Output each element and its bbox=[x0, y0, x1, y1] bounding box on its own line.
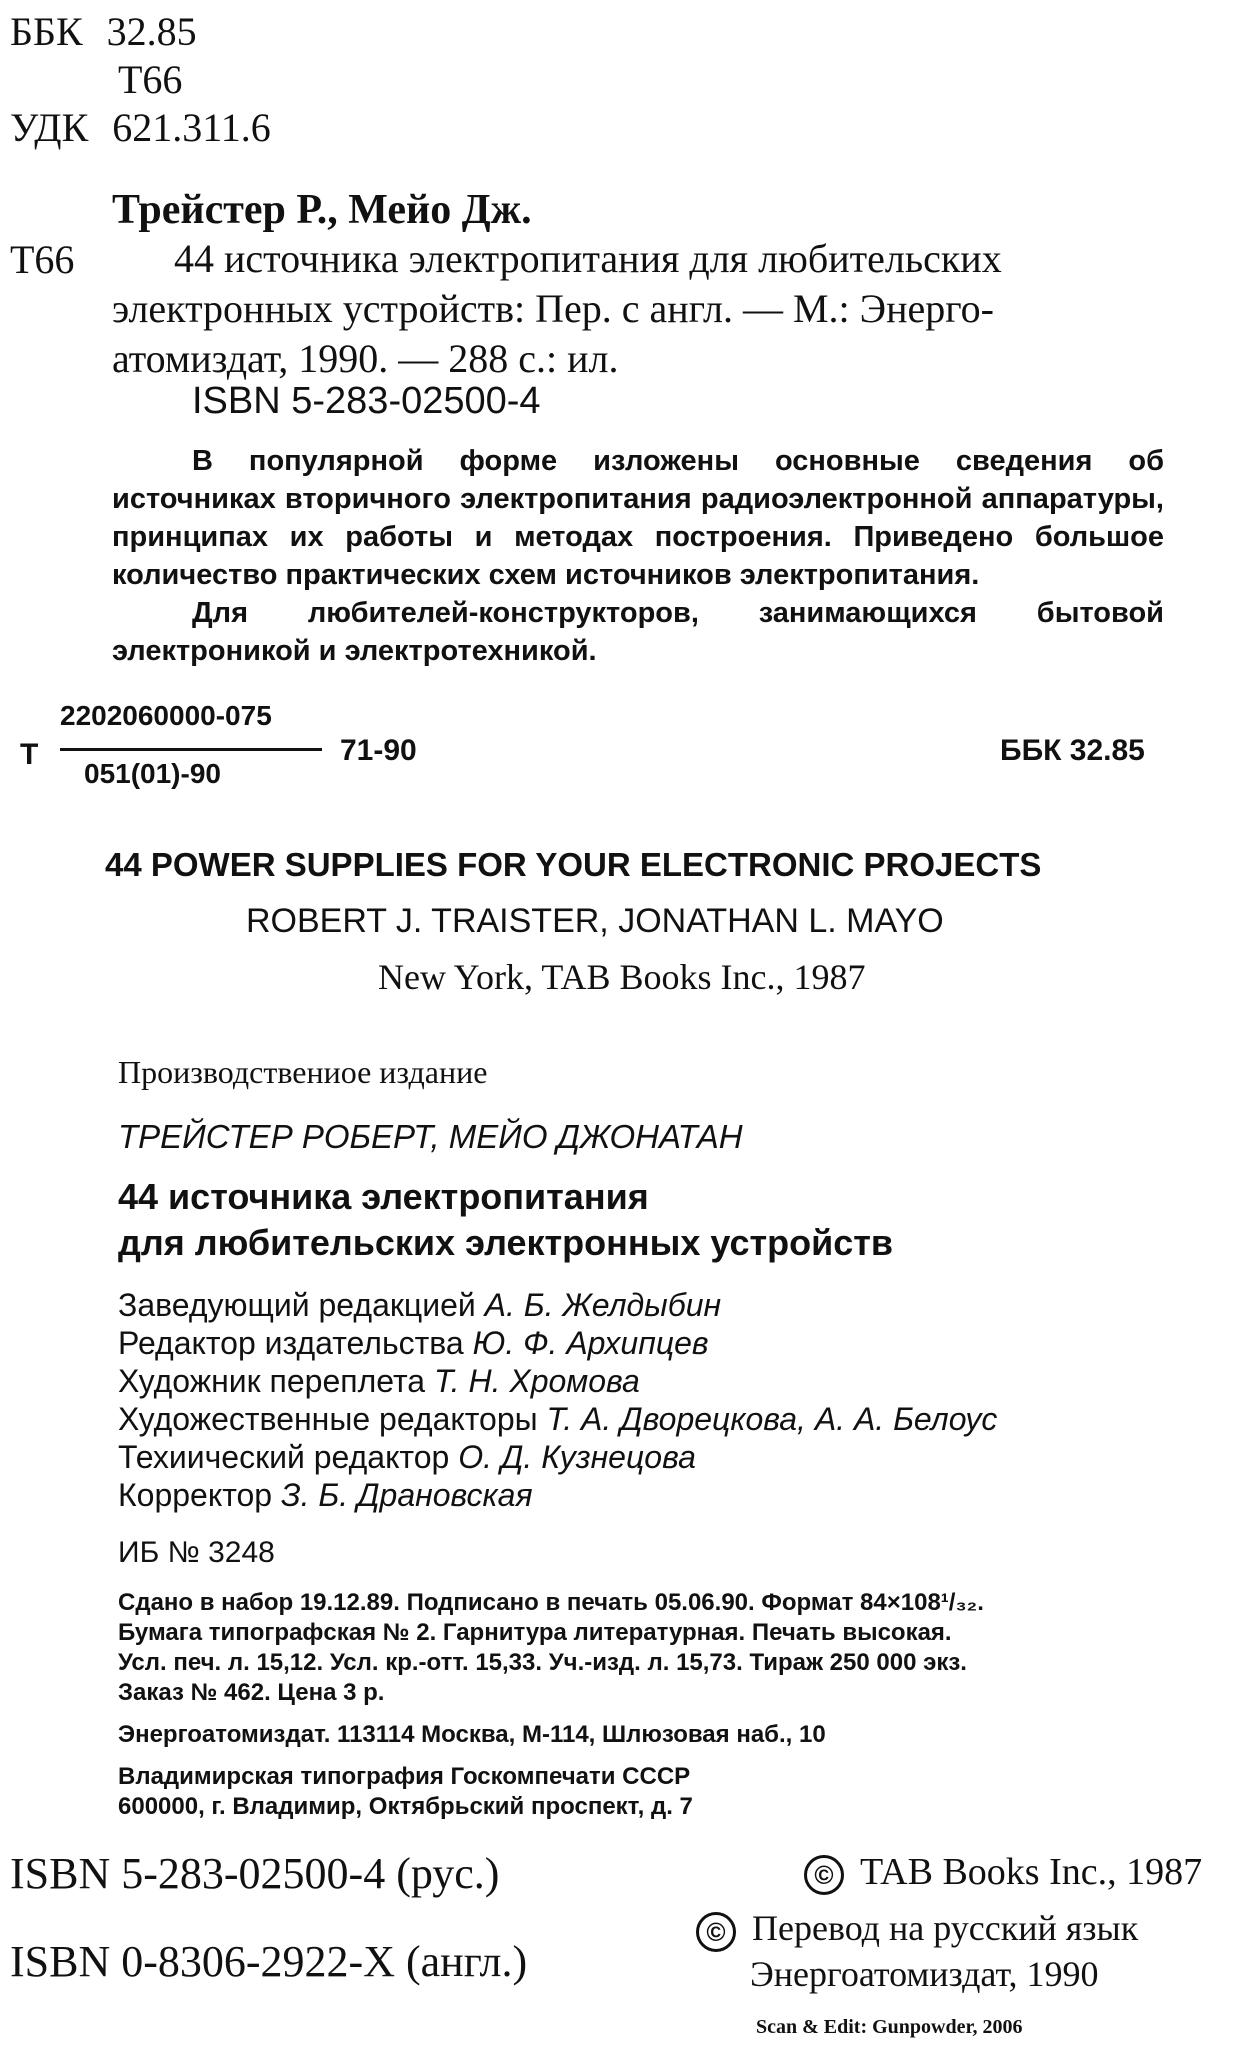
original-authors: ROBERT J. TRAISTER, JONATHAN L. MAYO bbox=[246, 902, 944, 940]
credit-line bbox=[118, 1324, 997, 1362]
annotation-paragraph: Для любителей-конструкторов, занимающихся бытовой электроникой и электротехникой. bbox=[112, 597, 1164, 667]
translation-line-2: Энергоатомиздат, 1990 bbox=[750, 1953, 1099, 1994]
edition-type: Производствениое издание bbox=[118, 1054, 488, 1090]
imprint-title-line: для любительских электронных устройств bbox=[118, 1222, 894, 1263]
credits bbox=[118, 1286, 997, 1514]
copyright-icon: © bbox=[804, 1855, 844, 1895]
record-title-line: атомиздат, 1990. — 288 с.: ил. bbox=[112, 336, 619, 381]
credit-line bbox=[118, 1400, 997, 1438]
record-title bbox=[112, 234, 1164, 384]
copyright-original-text: TAB Books Inc., 1987 bbox=[860, 1851, 1203, 1893]
record-isbn: ISBN 5-283-02500-4 bbox=[192, 380, 541, 422]
credit-name: Т. Н. Хромова bbox=[433, 1363, 640, 1399]
imprint-authors: ТРЕЙСТЕР РОБЕРТ, МЕЙО ДЖОНАТАН bbox=[118, 1118, 743, 1155]
author-mark: Т66 bbox=[118, 57, 183, 102]
printer-info bbox=[118, 1762, 693, 1822]
credit-name: Т. А. Дворецкова, А. А. Белоус bbox=[546, 1401, 998, 1437]
credit-line bbox=[118, 1362, 997, 1400]
bbk-label: ББК bbox=[10, 9, 83, 54]
udk-code: 621.311.6 bbox=[112, 105, 271, 150]
credit-role: Редактор издательства bbox=[118, 1325, 464, 1361]
annotation bbox=[112, 442, 1164, 670]
original-title: 44 POWER SUPPLIES FOR YOUR ELECTRONIC PROJECTS bbox=[105, 846, 1042, 883]
scan-credit: Scan & Edit: Gunpowder, 2006 bbox=[756, 2016, 1023, 2038]
imprint-title-line: 44 источника электропитания bbox=[118, 1176, 649, 1217]
index-fraction bbox=[60, 700, 480, 800]
print-detail-line: Сдано в набор 19.12.89. Подписано в печать 05.06.90. Формат 84×108¹/₃₂. bbox=[118, 1589, 984, 1616]
udk-label: УДК bbox=[10, 105, 89, 150]
credit-line bbox=[118, 1286, 997, 1324]
printer-line: 600000, г. Владимир, Октябрьский проспект, д. 7 bbox=[118, 1793, 693, 1820]
record-title-line: 44 источника электропитания для любительских bbox=[174, 236, 1002, 281]
formula-letter: Т bbox=[20, 738, 39, 771]
ib-number: ИБ № 3248 bbox=[118, 1536, 275, 1569]
bbk-code: 32.85 bbox=[106, 9, 197, 54]
copyright-translation bbox=[696, 1906, 1138, 1996]
copyright-original bbox=[804, 1850, 1202, 1895]
credit-role: Заведующий редакцией bbox=[118, 1287, 476, 1323]
fraction-numerator: 2202060000-075 bbox=[60, 700, 272, 731]
credit-name: З. Б. Драновская bbox=[280, 1477, 533, 1513]
credit-role: Художник переплета bbox=[118, 1363, 426, 1399]
credit-name: А. Б. Желдыбин bbox=[484, 1287, 722, 1323]
formula-bbk: ББК 32.85 bbox=[1000, 734, 1145, 767]
copyright-icon: © bbox=[696, 1912, 736, 1952]
print-detail-line: Усл. печ. л. 15,12. Усл. кр.-отт. 15,33. Уч.-изд. л. 15,73. Тираж 250 000 экз. bbox=[118, 1649, 967, 1676]
record-mark: Т66 bbox=[10, 237, 75, 282]
copyright-translation-line bbox=[696, 1906, 1138, 1952]
credit-name: Ю. Ф. Архипцев bbox=[472, 1325, 709, 1361]
annotation-paragraph: В популярной форме изложены основные сведения об источниках вторичного электропитания радиоэлектронной аппаратуры, принципах их работы и методах построения. Приведено большое количество практических схем источников электропитания. bbox=[112, 445, 1164, 591]
fraction-rule bbox=[60, 748, 322, 751]
isbn-eng: ISBN 0-8306-2922-X (англ.) bbox=[10, 1937, 528, 1986]
print-detail-line: Бумага типографская № 2. Гарнитура литературная. Печать высокая. bbox=[118, 1619, 952, 1646]
translation-line-1: Перевод на русский язык bbox=[752, 1908, 1139, 1948]
bbk-line bbox=[10, 8, 197, 55]
print-details bbox=[118, 1588, 984, 1708]
credit-role: Корректор bbox=[118, 1477, 273, 1513]
credit-line bbox=[118, 1476, 997, 1514]
isbn-rus: ISBN 5-283-02500-4 (рус.) bbox=[10, 1849, 500, 1898]
credit-role: Техиический редактор bbox=[118, 1439, 450, 1475]
formula-suffix: 71-90 bbox=[340, 734, 417, 767]
credit-line bbox=[118, 1438, 997, 1476]
record-title-line: электронных устройств: Пер. с англ. — М.: Энерго- bbox=[112, 286, 994, 331]
imprint-title bbox=[118, 1174, 893, 1266]
fraction-denominator: 051(01)-90 bbox=[84, 758, 221, 789]
record-authors: Трейстер Р., Мейо Дж. bbox=[112, 187, 532, 233]
publisher-address: Энергоатомиздат. 113114 Москва, М-114, Шлюзовая наб., 10 bbox=[118, 1721, 826, 1748]
print-detail-line: Заказ № 462. Цена 3 р. bbox=[118, 1679, 385, 1706]
credit-name: О. Д. Кузнецова bbox=[458, 1439, 696, 1475]
printer-line: Владимирская типография Госкомпечати СССР bbox=[118, 1763, 691, 1790]
udk-line bbox=[10, 104, 271, 151]
original-publisher: New York, TAB Books Inc., 1987 bbox=[378, 957, 866, 997]
credit-role: Художественные редакторы bbox=[118, 1401, 538, 1437]
